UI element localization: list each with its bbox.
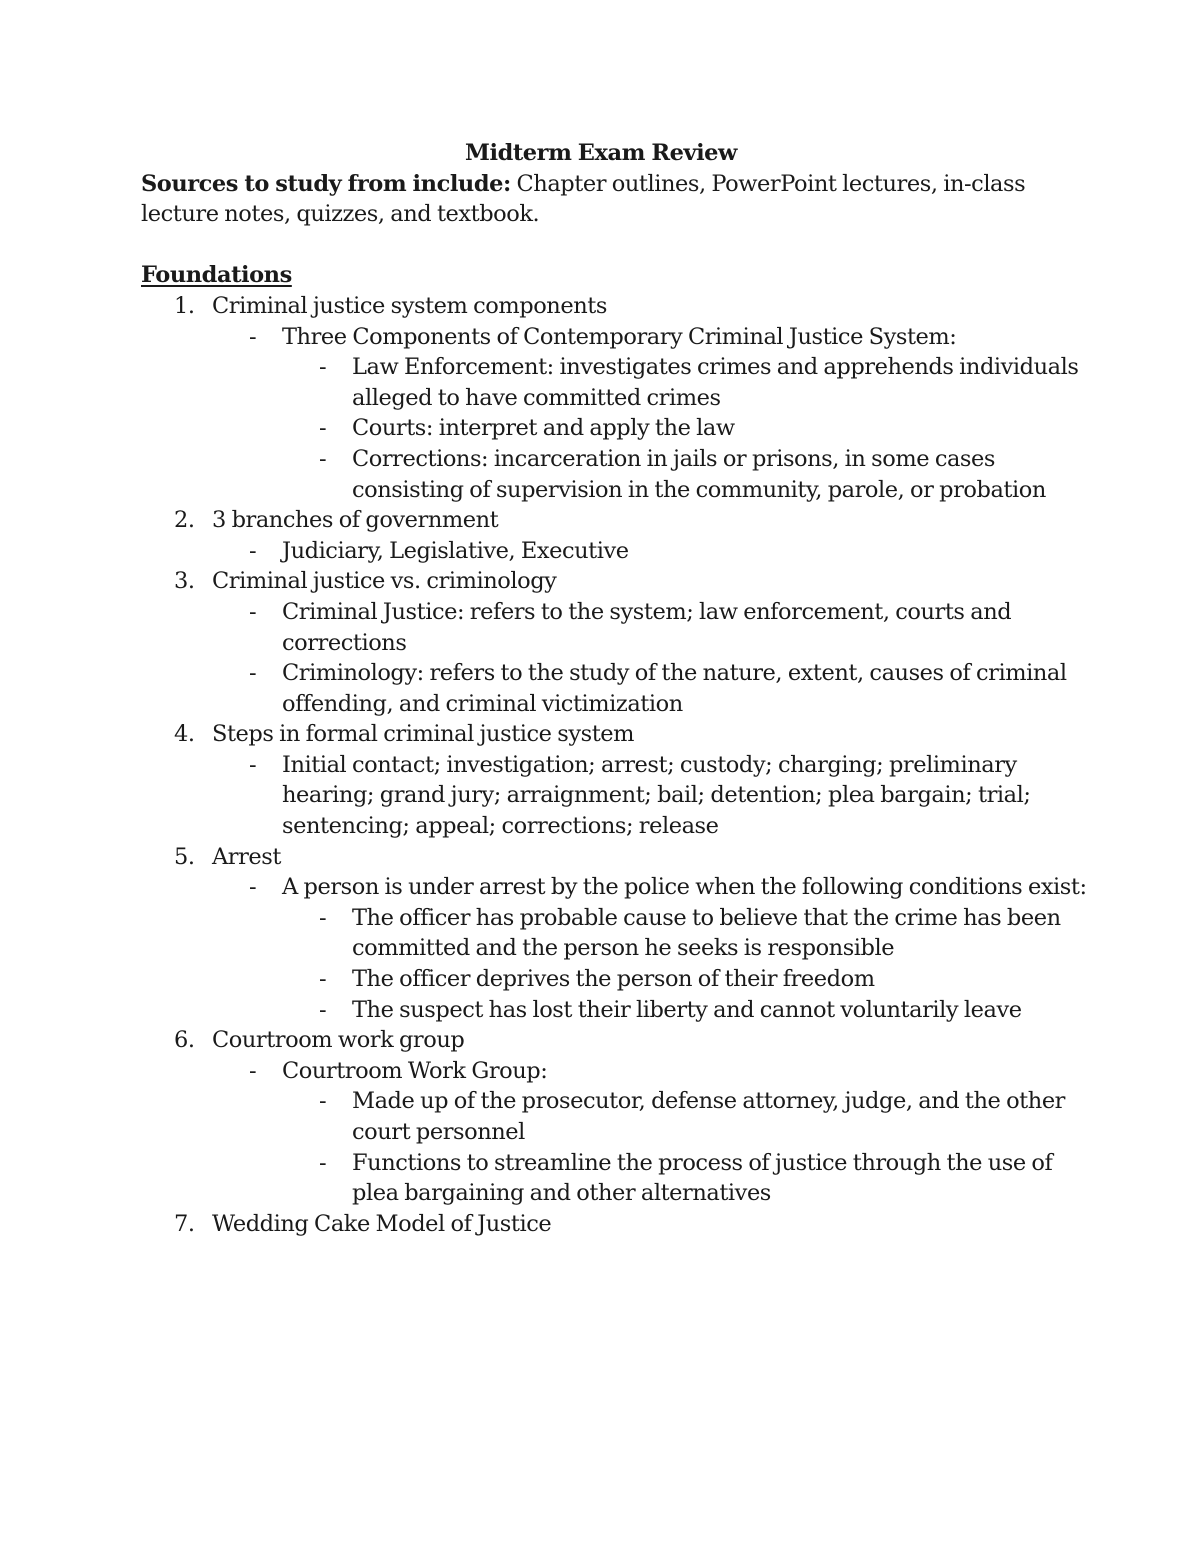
item-number: 5. — [174, 843, 195, 870]
list-item-5 — [141, 842, 1061, 873]
list-item-7 — [141, 1209, 1061, 1240]
sources-label: Sources to study from include: — [141, 170, 511, 197]
sub-sub-item-corrections — [141, 444, 1061, 475]
list-item-4 — [141, 719, 1061, 750]
sources-text-2: lecture notes, quizzes, and textbook. — [141, 201, 540, 228]
sub-item-text: hearing; grand jury; arraignment; bail; detention; plea bargain; trial; — [282, 782, 1031, 809]
dash-bullet: - — [249, 660, 257, 687]
sub-item-text: Criminal Justice: refers to the system; law enforcement, courts and — [282, 598, 1012, 625]
sub-sub-item-courts — [141, 413, 1061, 444]
sub-item-text: offending, and criminal victimization — [282, 690, 683, 717]
sub-sub-item-text: alleged to have committed crimes — [352, 384, 721, 411]
item-text: 3 branches of government — [212, 507, 499, 534]
sub-item-criminal-justice-cont — [141, 628, 1061, 659]
list-item-6 — [141, 1025, 1061, 1056]
sub-item-text: Three Components of Contemporary Criminal Justice System: — [282, 323, 957, 350]
sub-sub-item-text: Courts: interpret and apply the law — [352, 415, 735, 442]
item-number: 7. — [174, 1210, 195, 1237]
sub-sub-item-functions — [141, 1148, 1061, 1179]
sub-item-steps-cont-1 — [141, 780, 1061, 811]
document-page — [141, 138, 1087, 1239]
sub-item-text: Judiciary, Legislative, Executive — [282, 537, 629, 564]
sub-item-text: sentencing; appeal; corrections; release — [282, 813, 719, 840]
sub-item-text: Initial contact; investigation; arrest; custody; charging; preliminary — [282, 751, 1017, 778]
item-number: 6. — [174, 1027, 195, 1054]
item-text: Wedding Cake Model of Justice — [212, 1210, 552, 1237]
sub-sub-item-text: The officer has probable cause to believe that the crime has been — [352, 904, 1061, 931]
sub-item-branches — [141, 536, 1061, 567]
dash-bullet: - — [319, 966, 327, 993]
item-text: Steps in formal criminal justice system — [212, 721, 635, 748]
list-item-1 — [141, 291, 1061, 322]
dash-bullet: - — [249, 537, 257, 564]
sources-text-1: Chapter outlines, PowerPoint lectures, in-class — [510, 170, 1026, 197]
sub-item-criminology-cont — [141, 689, 1061, 720]
sub-item-steps — [141, 750, 1061, 781]
sub-item-text: A person is under arrest by the police when the following conditions exist: — [282, 874, 1087, 901]
item-number: 3. — [174, 568, 195, 595]
sub-item-text: Criminology: refers to the study of the nature, extent, causes of criminal — [282, 660, 1067, 687]
dash-bullet: - — [249, 874, 257, 901]
sub-item-text: corrections — [282, 629, 407, 656]
dash-bullet: - — [319, 354, 327, 381]
dash-bullet: - — [249, 598, 257, 625]
dash-bullet: - — [249, 323, 257, 350]
sub-item-steps-cont-2 — [141, 811, 1061, 842]
sub-item-arrest-conditions — [141, 872, 1087, 903]
sub-sub-item-probable-cause — [141, 903, 1061, 934]
sub-sub-item-text: Corrections: incarceration in jails or prisons, in some cases — [352, 445, 995, 472]
sub-sub-item-text: Functions to streamline the process of justice through the use of — [352, 1149, 1053, 1176]
sub-item-criminology — [141, 658, 1067, 689]
sub-item-courtroom-work-group — [141, 1056, 1061, 1087]
item-number: 1. — [174, 292, 195, 319]
list-item-2 — [141, 505, 1061, 536]
sub-sub-item-probable-cause-cont — [141, 933, 1061, 964]
sub-sub-item-deprives-freedom — [141, 964, 1061, 995]
section-heading-foundations: Foundations — [141, 262, 292, 289]
sub-sub-item-text: The officer deprives the person of their freedom — [352, 966, 875, 993]
item-number: 2. — [174, 507, 195, 534]
dash-bullet: - — [319, 1088, 327, 1115]
sub-sub-item-law-enforcement-cont — [141, 383, 1061, 414]
item-text: Arrest — [212, 843, 281, 870]
sub-sub-item-text: committed and the person he seeks is responsible — [352, 935, 895, 962]
sub-sub-item-made-up-of-cont — [141, 1117, 1061, 1148]
sources-intro-line-2 — [141, 199, 1061, 230]
dash-bullet: - — [319, 1149, 327, 1176]
sub-sub-item-text: Law Enforcement: investigates crimes and apprehends individuals — [352, 354, 1079, 381]
sub-sub-item-text: Made up of the prosecutor, defense attorney, judge, and the other — [352, 1088, 1065, 1115]
sub-sub-item-text: court personnel — [352, 1119, 525, 1145]
sub-sub-item-made-up-of — [141, 1086, 1065, 1117]
page-title: Midterm Exam Review — [465, 140, 737, 166]
item-text: Criminal justice vs. criminology — [212, 568, 557, 595]
dash-bullet: - — [319, 996, 327, 1023]
dash-bullet: - — [249, 1057, 257, 1084]
sub-item-criminal-justice — [141, 597, 1061, 628]
sub-sub-item-text: plea bargaining and other alternatives — [352, 1180, 771, 1207]
sub-sub-item-functions-cont — [141, 1178, 1061, 1209]
item-text: Courtroom work group — [212, 1027, 465, 1054]
item-text: Criminal justice system components — [212, 292, 607, 319]
sub-sub-item-text: The suspect has lost their liberty and cannot voluntarily leave — [352, 996, 1022, 1023]
sub-sub-item-text: consisting of supervision in the community, parole, or probation — [352, 476, 1046, 503]
dash-bullet: - — [319, 415, 327, 442]
list-item-3 — [141, 566, 1061, 597]
sub-item-text: Courtroom Work Group: — [282, 1057, 548, 1084]
sub-sub-item-law-enforcement — [141, 352, 1079, 383]
sources-intro-line-1 — [141, 169, 1061, 200]
dash-bullet: - — [319, 445, 327, 472]
sub-sub-item-corrections-cont — [141, 475, 1061, 506]
dash-bullet: - — [319, 904, 327, 931]
dash-bullet: - — [249, 751, 257, 778]
item-number: 4. — [174, 721, 195, 748]
sub-item-three-components — [141, 322, 1061, 353]
sub-sub-item-lost-liberty — [141, 995, 1061, 1026]
